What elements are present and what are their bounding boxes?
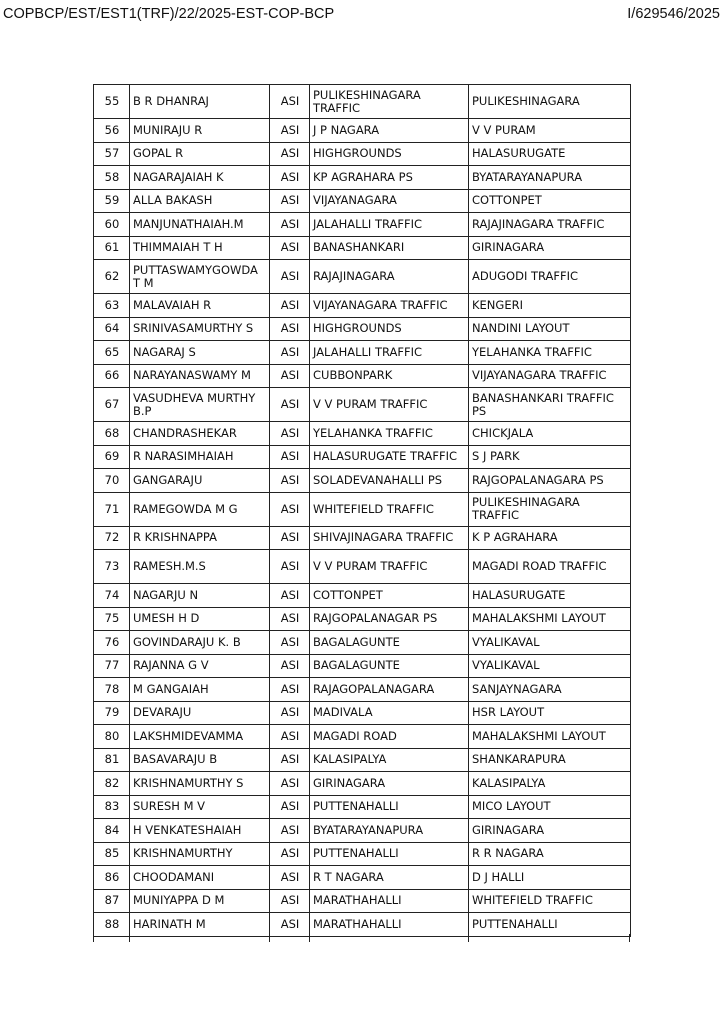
officer-name-cell: M GANGAIAH [130, 678, 270, 702]
rank-cell: ASI [270, 654, 310, 678]
table-row [94, 189, 631, 213]
rank-cell: ASI [270, 85, 310, 119]
posted-from-cell: MARATHAHALLI [310, 913, 469, 937]
posted-from-cell: V V PURAM TRAFFIC [310, 550, 469, 584]
posted-to-cell: SANJAYNAGARA [469, 678, 631, 702]
officer-name-cell: CHANDRASHEKAR [130, 422, 270, 446]
posted-to-cell: VYALIKAVAL [469, 654, 631, 678]
posted-to-cell: MAHALAKSHMI LAYOUT [469, 725, 631, 749]
posted-from-cell: WHITEFIELD TRAFFIC [310, 492, 469, 526]
posted-to-cell: MAGADI ROAD TRAFFIC [469, 550, 631, 584]
posted-to-cell: RAJAJINAGARA TRAFFIC [469, 213, 631, 237]
posted-from-cell: BYATARAYANAPURA [310, 819, 469, 843]
posted-to-cell: ADUGODI TRAFFIC [469, 260, 631, 294]
officer-name-cell: GANGARAJU [130, 469, 270, 493]
table-row [94, 85, 631, 119]
posted-from-cell: CUBBONPARK [310, 364, 469, 388]
posted-to-cell: SHANKARAPURA [469, 748, 631, 772]
posted-to-cell: WHITEFIELD TRAFFIC [469, 889, 631, 913]
posted-to-cell: GIRINAGARA [469, 236, 631, 260]
serial-number-cell: 79 [94, 701, 130, 725]
serial-number-cell: 69 [94, 445, 130, 469]
posted-to-cell: HALASURUGATE [469, 142, 631, 166]
table-row [94, 725, 631, 749]
posted-from-cell: MARATHAHALLI [310, 889, 469, 913]
rank-cell: ASI [270, 364, 310, 388]
table-row [94, 889, 631, 913]
officer-name-cell: BASAVARAJU B [130, 748, 270, 772]
posted-to-cell: MAHALAKSHMI LAYOUT [469, 607, 631, 631]
posted-to-cell: HALASURUGATE [469, 584, 631, 608]
posted-from-cell: R T NAGARA [310, 866, 469, 890]
officer-name-cell: GOVINDARAJU K. B [130, 631, 270, 655]
officer-name-cell: NAGARJU N [130, 584, 270, 608]
officer-name-cell: MANJUNATHAIAH.M [130, 213, 270, 237]
posted-from-cell: SHIVAJINAGARA TRAFFIC [310, 526, 469, 550]
posted-from-cell: HALASURUGATE TRAFFIC [310, 445, 469, 469]
serial-number-cell: 75 [94, 607, 130, 631]
posted-to-cell: KENGERI [469, 294, 631, 318]
posted-from-cell: J P NAGARA [310, 119, 469, 143]
officer-name-cell: KRISHNAMURTHY [130, 842, 270, 866]
document-number: I/629546/2025 [627, 6, 720, 22]
posted-to-cell: PULIKESHINAGARA TRAFFIC [469, 492, 631, 526]
rank-cell: ASI [270, 422, 310, 446]
posted-to-cell: BANASHANKARI TRAFFIC PS [469, 388, 631, 422]
rank-cell: ASI [270, 678, 310, 702]
posted-from-cell: BAGALAGUNTE [310, 654, 469, 678]
officer-name-cell: THIMMAIAH T H [130, 236, 270, 260]
file-reference: COPBCP/EST/EST1(TRF)/22/2025-EST-COP-BCP [3, 6, 335, 22]
posted-to-cell: RAJGOPALANAGARA PS [469, 469, 631, 493]
serial-number-cell: 60 [94, 213, 130, 237]
rank-cell: ASI [270, 317, 310, 341]
officer-name-cell: HARINATH M [130, 913, 270, 937]
table-row [94, 317, 631, 341]
posted-to-cell: PUTTENAHALLI [469, 913, 631, 937]
rank-cell: ASI [270, 866, 310, 890]
table-continuation [93, 934, 630, 944]
table-row [94, 260, 631, 294]
table-row [94, 584, 631, 608]
serial-number-cell: 77 [94, 654, 130, 678]
serial-number-cell: 58 [94, 166, 130, 190]
rank-cell: ASI [270, 748, 310, 772]
posted-to-cell: D J HALLI [469, 866, 631, 890]
officer-name-cell: LAKSHMIDEVAMMA [130, 725, 270, 749]
rank-cell: ASI [270, 889, 310, 913]
transfer-table-body [94, 85, 631, 937]
posted-to-cell: GIRINAGARA [469, 819, 631, 843]
serial-number-cell: 55 [94, 85, 130, 119]
posted-from-cell: RAJAJINAGARA [310, 260, 469, 294]
serial-number-cell: 87 [94, 889, 130, 913]
posted-to-cell: VYALIKAVAL [469, 631, 631, 655]
table-row [94, 631, 631, 655]
rank-cell: ASI [270, 607, 310, 631]
officer-name-cell: NAGARAJAIAH K [130, 166, 270, 190]
serial-number-cell: 73 [94, 550, 130, 584]
officer-name-cell: NARAYANASWAMY M [130, 364, 270, 388]
officer-name-cell: DEVARAJU [130, 701, 270, 725]
rank-cell: ASI [270, 166, 310, 190]
rank-cell: ASI [270, 341, 310, 365]
posted-to-cell: NANDINI LAYOUT [469, 317, 631, 341]
officer-name-cell: SURESH M V [130, 795, 270, 819]
posted-from-cell: YELAHANKA TRAFFIC [310, 422, 469, 446]
table-row [94, 213, 631, 237]
officer-name-cell: H VENKATESHAIAH [130, 819, 270, 843]
posted-from-cell: V V PURAM TRAFFIC [310, 388, 469, 422]
posted-from-cell: BAGALAGUNTE [310, 631, 469, 655]
posted-to-cell: YELAHANKA TRAFFIC [469, 341, 631, 365]
table-row [94, 607, 631, 631]
posted-from-cell: MAGADI ROAD [310, 725, 469, 749]
rank-cell: ASI [270, 260, 310, 294]
rank-cell: ASI [270, 842, 310, 866]
table-row [94, 142, 631, 166]
rank-cell: ASI [270, 772, 310, 796]
table-row [94, 678, 631, 702]
rank-cell: ASI [270, 795, 310, 819]
serial-number-cell: 85 [94, 842, 130, 866]
posted-to-cell: K P AGRAHARA [469, 526, 631, 550]
table-row [94, 341, 631, 365]
rank-cell: ASI [270, 294, 310, 318]
table-row [94, 795, 631, 819]
serial-number-cell: 70 [94, 469, 130, 493]
rank-cell: ASI [270, 388, 310, 422]
posted-to-cell: V V PURAM [469, 119, 631, 143]
rank-cell: ASI [270, 584, 310, 608]
posted-to-cell: BYATARAYANAPURA [469, 166, 631, 190]
table-row [94, 469, 631, 493]
serial-number-cell: 88 [94, 913, 130, 937]
table-row [94, 119, 631, 143]
posted-from-cell: MADIVALA [310, 701, 469, 725]
posted-to-cell: R R NAGARA [469, 842, 631, 866]
serial-number-cell: 65 [94, 341, 130, 365]
posted-from-cell: RAJAGOPALANAGARA [310, 678, 469, 702]
posted-to-cell: CHICKJALA [469, 422, 631, 446]
officer-name-cell: VASUDHEVA MURTHY B.P [130, 388, 270, 422]
serial-number-cell: 63 [94, 294, 130, 318]
officer-name-cell: SRINIVASAMURTHY S [130, 317, 270, 341]
posted-to-cell: PULIKESHINAGARA [469, 85, 631, 119]
rank-cell: ASI [270, 119, 310, 143]
rank-cell: ASI [270, 913, 310, 937]
posted-from-cell: HIGHGROUNDS [310, 142, 469, 166]
serial-number-cell: 56 [94, 119, 130, 143]
serial-number-cell: 84 [94, 819, 130, 843]
posted-to-cell: MICO LAYOUT [469, 795, 631, 819]
rank-cell: ASI [270, 550, 310, 584]
officer-name-cell: PUTTASWAMYGOWDA T M [130, 260, 270, 294]
rank-cell: ASI [270, 701, 310, 725]
posted-to-cell: VIJAYANAGARA TRAFFIC [469, 364, 631, 388]
posted-from-cell: COTTONPET [310, 584, 469, 608]
table-row [94, 772, 631, 796]
posted-from-cell: KP AGRAHARA PS [310, 166, 469, 190]
table-row [94, 550, 631, 584]
posted-from-cell: JALAHALLI TRAFFIC [310, 213, 469, 237]
table-row [94, 364, 631, 388]
table-row [94, 526, 631, 550]
rank-cell: ASI [270, 236, 310, 260]
rank-cell: ASI [270, 526, 310, 550]
serial-number-cell: 71 [94, 492, 130, 526]
table-row [94, 819, 631, 843]
serial-number-cell: 62 [94, 260, 130, 294]
officer-name-cell: B R DHANRAJ [130, 85, 270, 119]
table-row [94, 388, 631, 422]
serial-number-cell: 80 [94, 725, 130, 749]
table-row [94, 166, 631, 190]
posted-to-cell: HSR LAYOUT [469, 701, 631, 725]
serial-number-cell: 74 [94, 584, 130, 608]
table-row [94, 492, 631, 526]
officer-name-cell: MUNIYAPPA D M [130, 889, 270, 913]
table-row [94, 236, 631, 260]
table-row [94, 445, 631, 469]
table-row [94, 866, 631, 890]
table-row [94, 748, 631, 772]
officer-name-cell: MUNIRAJU R [130, 119, 270, 143]
posted-to-cell: KALASIPALYA [469, 772, 631, 796]
serial-number-cell: 64 [94, 317, 130, 341]
posted-from-cell: JALAHALLI TRAFFIC [310, 341, 469, 365]
serial-number-cell: 72 [94, 526, 130, 550]
serial-number-cell: 76 [94, 631, 130, 655]
serial-number-cell: 57 [94, 142, 130, 166]
rank-cell: ASI [270, 445, 310, 469]
rank-cell: ASI [270, 189, 310, 213]
rank-cell: ASI [270, 213, 310, 237]
rank-cell: ASI [270, 725, 310, 749]
officer-name-cell: UMESH H D [130, 607, 270, 631]
table-row [94, 842, 631, 866]
posted-from-cell: KALASIPALYA [310, 748, 469, 772]
officer-name-cell: MALAVAIAH R [130, 294, 270, 318]
posted-from-cell: GIRINAGARA [310, 772, 469, 796]
posted-from-cell: PULIKESHINAGARA TRAFFIC [310, 85, 469, 119]
rank-cell: ASI [270, 142, 310, 166]
posted-from-cell: PUTTENAHALLI [310, 795, 469, 819]
posted-from-cell: VIJAYANAGARA [310, 189, 469, 213]
serial-number-cell: 83 [94, 795, 130, 819]
serial-number-cell: 82 [94, 772, 130, 796]
officer-name-cell: RAMEGOWDA M G [130, 492, 270, 526]
officer-name-cell: NAGARAJ S [130, 341, 270, 365]
table-row [94, 654, 631, 678]
posted-to-cell: S J PARK [469, 445, 631, 469]
posted-to-cell: COTTONPET [469, 189, 631, 213]
posted-from-cell: SOLADEVANAHALLI PS [310, 469, 469, 493]
serial-number-cell: 68 [94, 422, 130, 446]
officer-name-cell: GOPAL R [130, 142, 270, 166]
officer-name-cell: ALLA BAKASH [130, 189, 270, 213]
table-row [94, 294, 631, 318]
rank-cell: ASI [270, 631, 310, 655]
serial-number-cell: 67 [94, 388, 130, 422]
officer-name-cell: KRISHNAMURTHY S [130, 772, 270, 796]
transfer-table [93, 84, 631, 937]
posted-from-cell: BANASHANKARI [310, 236, 469, 260]
officer-name-cell: RAJANNA G V [130, 654, 270, 678]
officer-name-cell: CHOODAMANI [130, 866, 270, 890]
serial-number-cell: 81 [94, 748, 130, 772]
rank-cell: ASI [270, 819, 310, 843]
serial-number-cell: 66 [94, 364, 130, 388]
posted-from-cell: VIJAYANAGARA TRAFFIC [310, 294, 469, 318]
posted-from-cell: RAJGOPALANAGAR PS [310, 607, 469, 631]
table-row [94, 422, 631, 446]
posted-from-cell: HIGHGROUNDS [310, 317, 469, 341]
serial-number-cell: 78 [94, 678, 130, 702]
rank-cell: ASI [270, 492, 310, 526]
table-row [94, 913, 631, 937]
serial-number-cell: 61 [94, 236, 130, 260]
officer-name-cell: R KRISHNAPPA [130, 526, 270, 550]
serial-number-cell: 59 [94, 189, 130, 213]
officer-name-cell: R NARASIMHAIAH [130, 445, 270, 469]
posted-from-cell: PUTTENAHALLI [310, 842, 469, 866]
serial-number-cell: 86 [94, 866, 130, 890]
table-row [94, 701, 631, 725]
rank-cell: ASI [270, 469, 310, 493]
officer-name-cell: RAMESH.M.S [130, 550, 270, 584]
